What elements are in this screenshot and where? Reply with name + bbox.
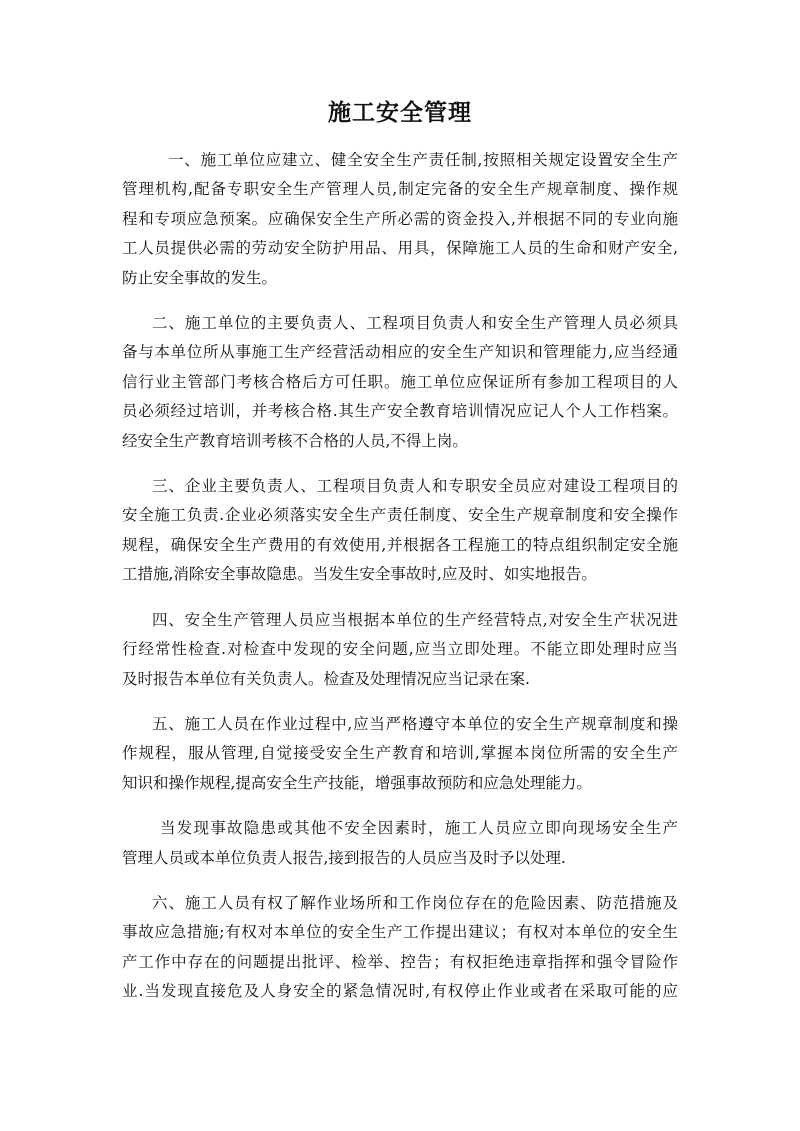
document-body (122, 146, 678, 1023)
text-line: 及时报告本单位有关负责人。检查及处理情况应当记录在案. (122, 669, 530, 688)
text-line: 四、安全生产管理人员应当根据本单位的生产经营特点,对安全生产状况进 (152, 610, 678, 629)
paragraph-2 (122, 309, 678, 456)
text-line: 作规程，服从管理,自觉接受安全生产教育和培训,掌握本岗位所需的安全生产 (122, 744, 678, 763)
text-line: 工人员提供必需的劳动安全防护用品、用具，保障施工人员的生命和财产安全, (122, 239, 678, 258)
text-line: 备与本单位所从事施工生产经营活动相应的安全生产知识和管理能力,应当经通 (122, 343, 678, 362)
text-line: 知识和操作规程,提高安全生产技能，增强事故预防和应急处理能力。 (122, 773, 592, 792)
text-line: 行经常性检查.对检查中发现的安全问题,应当立即处理。不能立即处理时应当 (122, 640, 678, 659)
text-line: 信行业主管部门考核合格后方可任职。施工单位应保证所有参加工程项目的人 (122, 372, 678, 391)
paragraph-5 (122, 710, 678, 798)
text-line: 五、施工人员在作业过程中,应当严格遵守本单位的安全生产规章制度和操 (152, 714, 678, 733)
text-line: 安全施工负责.企业必须落实安全生产责任制度、安全生产规章制度和安全操作 (122, 506, 678, 525)
page-title: 施工安全管理 (328, 99, 472, 126)
text-line: 规程，确保安全生产费用的有效使用,并根据各工程施工的特点组织制定安全施 (122, 535, 678, 554)
paragraph-7 (122, 889, 678, 1007)
text-line: 程和专项应急预案。应确保安全生产所必需的资金投入,并根据不同的专业向施 (122, 209, 678, 228)
text-line: 产工作中存在的问题提出批评、检举、控告；有权拒绝违章指挥和强令冒险作 (122, 952, 678, 971)
paragraph-4 (122, 606, 678, 694)
text-line: 业.当发现直接危及人身安全的紧急情况时,有权停止作业或者在采取可能的应 (122, 982, 678, 1001)
text-line: 事故应急措施;有权对本单位的安全生产工作提出建议；有权对本单位的安全生 (122, 923, 678, 942)
text-line: 经安全生产教育培训考核不合格的人员,不得上岗。 (122, 431, 468, 450)
text-line: 管理人员或本单位负责人报告,接到报告的人员应当及时予以处理. (122, 848, 566, 867)
text-line: 六、施工人员有权了解作业场所和工作岗位存在的危险因素、防范措施及 (152, 893, 678, 912)
text-line: 当发现事故隐患或其他不安全因素时，施工人员应立即向现场安全生产 (160, 819, 678, 838)
paragraph-1 (122, 146, 678, 293)
text-line: 一、施工单位应建立、健全安全生产责任制,按照相关规定设置安全生产 (168, 151, 678, 169)
text-line: 员必须经过培训，并考核合格.其生产安全教育培训情况应记人个人工作档案。 (122, 402, 678, 421)
text-line: 防止安全事故的发生。 (122, 268, 278, 287)
paragraph-6 (122, 814, 678, 873)
text-line: 管理机构,配备专职安全生产管理人员,制定完备的安全生产规章制度、操作规 (122, 180, 678, 199)
text-line: 工措施,消除安全事故隐患。当发生安全事故时,应及时、如实地报告。 (122, 565, 597, 584)
text-line: 二、施工单位的主要负责人、工程项目负责人和安全生产管理人员必须具 (152, 314, 678, 333)
text-line: 三、企业主要负责人、工程项目负责人和专职安全员应对建设工程项目的 (152, 477, 678, 496)
paragraph-3 (122, 472, 678, 590)
